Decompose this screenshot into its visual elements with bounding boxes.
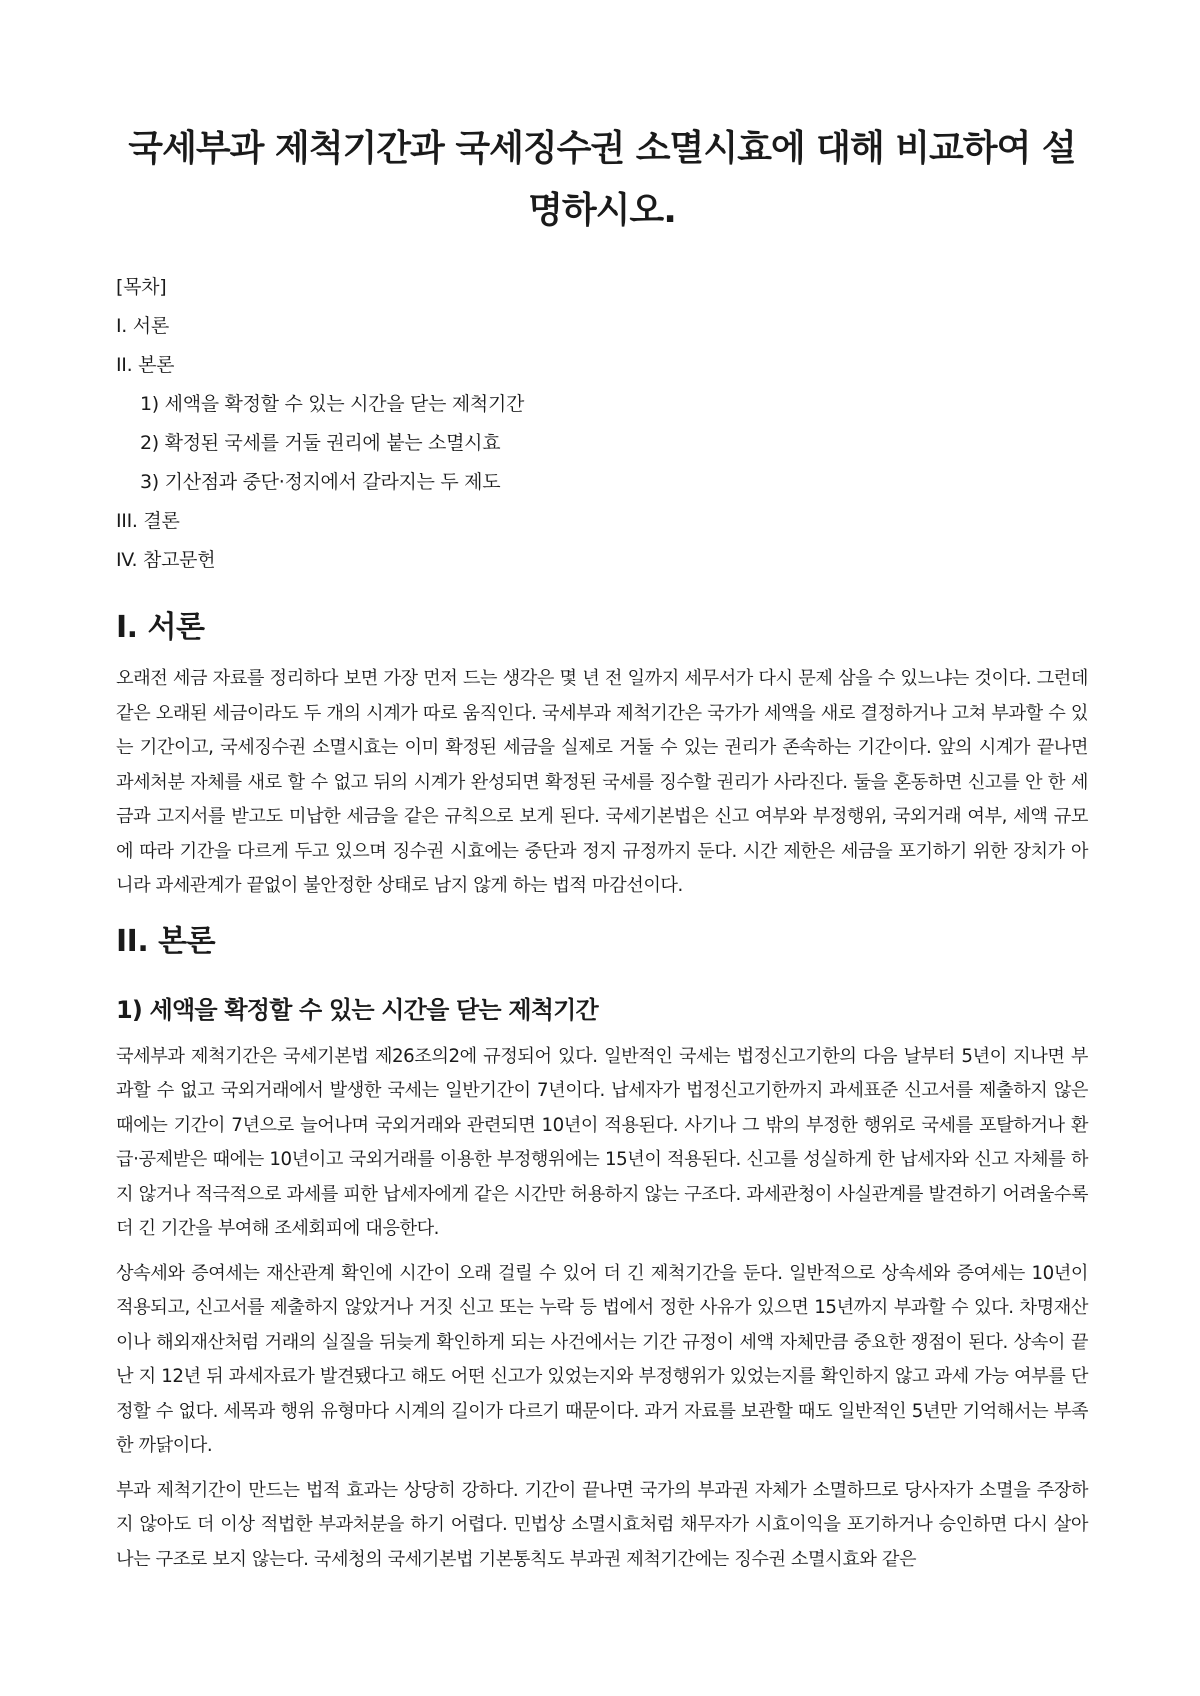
- table-of-contents: [116, 268, 1088, 580]
- toc-item-body-2: 2) 확정된 국세를 거둘 권리에 붙는 소멸시효: [140, 432, 501, 454]
- document-title: 국세부과 제척기간과 국세징수권 소멸시효에 대해 비교하여 설명하시오.: [128, 128, 1076, 231]
- intro-paragraph: 오래전 세금 자료를 정리하다 보면 가장 먼저 드는 생각은 몇 년 전 일까지 세무서가 다시 문제 삼을 수 있느냐는 것이다. 그런데 같은 오래된 세금이라도 두 개의 시계가 따로 움직인다. 국세부과 제척기간은 국가가 세액을 새로 결정하거나 고쳐 부과할 수 있는 기간이고, 국세징수권 소멸시효는 이미 확정된 세금을 실제로 거둘 수 있는 권리가 존속하는 기간이다. 앞의 시계가 끝나면 과세처분 자체를 새로 할 수 없고 뒤의 시계가 완성되면 확정된 국세를 징수할 권리가 사라진다. 둘을 혼동하면 신고를 안 한 세금과 고지서를 받고도 미납한 세금을 같은 규칙으로 보게 된다. 국세기본법은 신고 여부와 부정행위, 국외거래 여부, 세액 규모에 따라 기간을 다르게 두고 있으며 징수권 시효에는 중단과 정지 규정까지 둔다. 시간 제한은 세금을 포기하기 위한 장치가 아니라 과세관계가 끝없이 불안정한 상태로 남지 않게 하는 법적 마감선이다.: [116, 668, 1088, 896]
- body-paragraph-2: 상속세와 증여세는 재산관계 확인에 시간이 오래 걸릴 수 있어 더 긴 제척기간을 둔다. 일반적으로 상속세와 증여세는 10년이 적용되고, 신고서를 제출하지 않았거나 거짓 신고 또는 누락 등 법에서 정한 사유가 있으면 15년까지 부과할 수 있다. 차명재산이나 해외재산처럼 거래의 실질을 뒤늦게 확인하게 되는 사건에서는 기간 규정이 세액 자체만큼 중요한 쟁점이 된다. 상속이 끝난 지 12년 뒤 과세자료가 발견됐다고 해도 어떤 신고가 있었는지와 부정행위가 있었는지를 확인하지 않고 과세 가능 여부를 단정할 수 없다. 세목과 행위 유형마다 시계의 길이가 다르기 때문이다. 과거 자료를 보관할 때도 일반적인 5년만 기억해서는 부족한 까닭이다.: [116, 1262, 1088, 1456]
- toc-item-body-1: 1) 세액을 확정할 수 있는 시간을 닫는 제척기간: [140, 393, 525, 415]
- toc-item-body-3: 3) 기산점과 중단·정지에서 갈라지는 두 제도: [140, 471, 501, 493]
- section-heading-intro: I. 서론: [116, 610, 205, 645]
- toc-item-intro: I. 서론: [116, 315, 169, 337]
- subsection-heading-1: 1) 세액을 확정할 수 있는 시간을 닫는 제척기간: [116, 995, 598, 1024]
- toc-item-references: IV. 참고문헌: [116, 549, 216, 571]
- toc-item-conclusion: III. 결론: [116, 510, 180, 532]
- section-heading-body: II. 본론: [116, 923, 216, 959]
- toc-item-body: II. 본론: [116, 354, 175, 376]
- toc-heading: [목차]: [116, 276, 167, 298]
- body-paragraph-3: 부과 제척기간이 만드는 법적 효과는 상당히 강하다. 기간이 끝나면 국가의 부과권 자체가 소멸하므로 당사자가 소멸을 주장하지 않아도 더 이상 적법한 부과처분을 하기 어렵다. 민법상 소멸시효처럼 채무자가 시효이익을 포기하거나 승인하면 다시 살아나는 구조로 보지 않는다. 국세청의 국세기본법 기본통칙도 부과권 제척기간에는 징수권 소멸시효와 같은: [116, 1479, 1088, 1570]
- body-paragraph-1: 국세부과 제척기간은 국세기본법 제26조의2에 규정되어 있다. 일반적인 국세는 법정신고기한의 다음 날부터 5년이 지나면 부과할 수 없고 국외거래에서 발생한 국세는 일반기간이 7년이다. 납세자가 법정신고기한까지 과세표준 신고서를 제출하지 않은 때에는 기간이 7년으로 늘어나며 국외거래와 관련되면 10년이 적용된다. 사기나 그 밖의 부정한 행위로 국세를 포탈하거나 환급·공제받은 때에는 10년이고 국외거래를 이용한 부정행위에는 15년이 적용된다. 신고를 성실하게 한 납세자와 신고 자체를 하지 않거나 적극적으로 과세를 피한 납세자에게 같은 시간만 허용하지 않는 구조다. 과세관청이 사실관계를 발견하기 어려울수록 더 긴 기간을 부여해 조세회피에 대응한다.: [116, 1045, 1088, 1239]
